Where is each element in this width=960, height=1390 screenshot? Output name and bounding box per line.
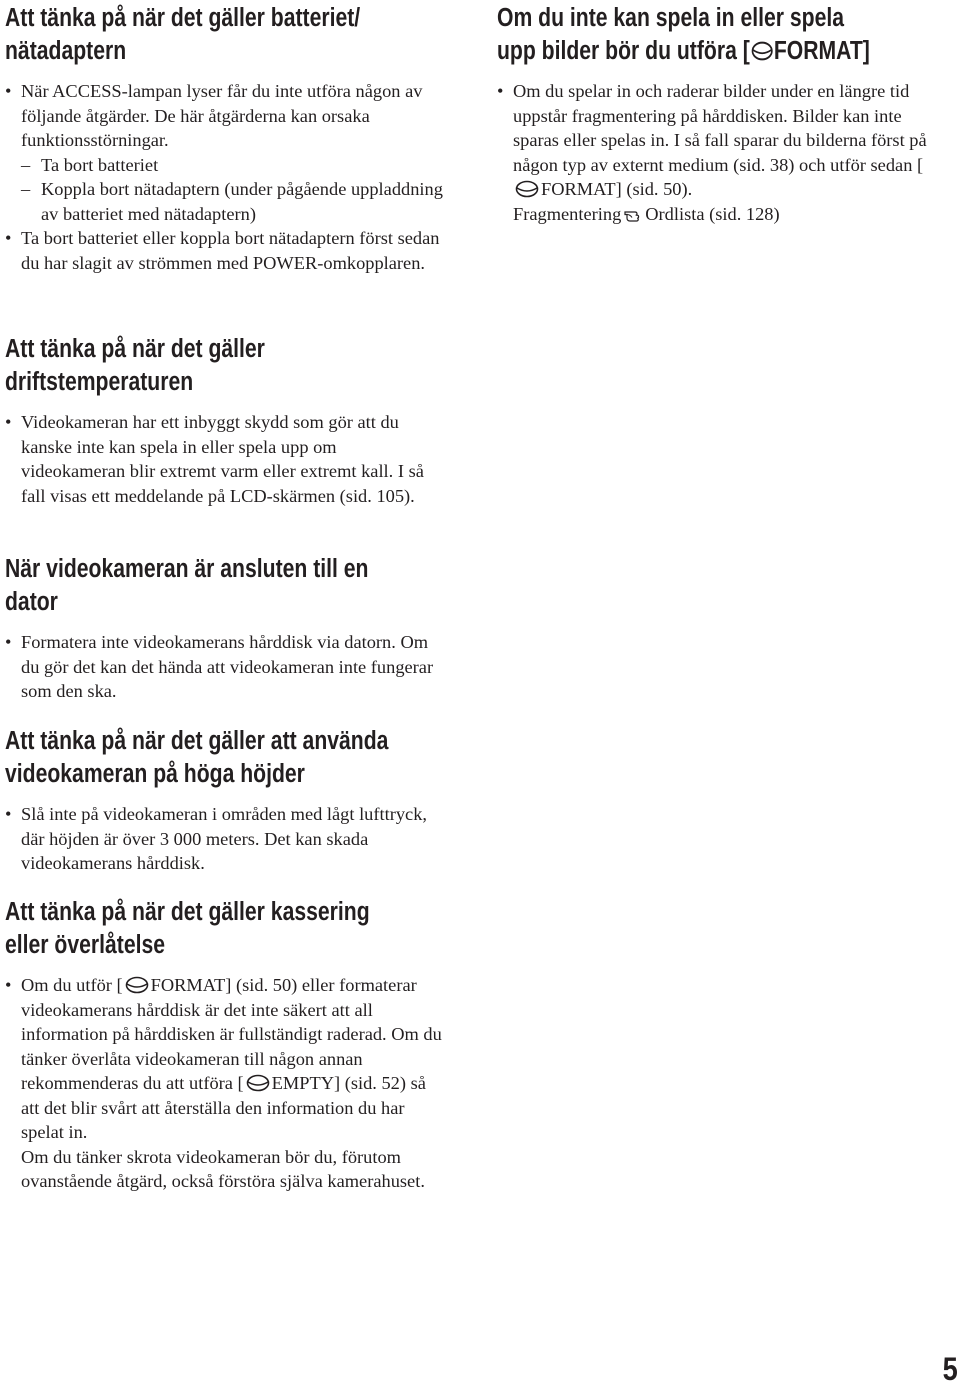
- title-line: Att tänka på när det gäller kassering: [5, 898, 370, 926]
- section-battery-body: [5, 79, 445, 275]
- text-run: Ordlista (sid. 128): [645, 203, 780, 224]
- section-computer-title: [5, 553, 445, 619]
- section-fragment-title: [497, 2, 937, 68]
- title-line: Att tänka på när det gäller att använda: [5, 727, 389, 755]
- section-temperature: [5, 333, 445, 508]
- bullet-item: [497, 79, 937, 226]
- section-fragment-body: [497, 79, 937, 226]
- section-computer: [5, 553, 445, 704]
- section-altitude-title: [5, 725, 445, 791]
- section-battery-title: [5, 2, 445, 68]
- text-run: Om du utför [: [21, 975, 123, 995]
- title-line: När videokameran är ansluten till en: [5, 555, 369, 583]
- title-line: upp bilder bör du utföra [: [497, 37, 750, 65]
- text-run: Fragmentering: [513, 203, 622, 224]
- page-number: 5: [942, 1351, 958, 1387]
- title-line: driftstemperaturen: [5, 368, 194, 396]
- section-altitude-body: [5, 802, 445, 876]
- dash-item: – Ta bort batteriet: [5, 153, 445, 178]
- paragraph: Om du tänker skrota videokameran bör du, förutom ovanstående åtgärd, också förstöra själva kamerahuset.: [21, 1146, 425, 1191]
- bullet-item: • Videokameran har ett inbyggt skydd som gör att du kanske inte kan spela in eller spela upp om videokameran blir extremt varm eller extremt kall. I så fall visas ett meddelande på LCD-skärmen (sid. 105).: [5, 410, 445, 508]
- title-line: Att tänka på när det gäller: [5, 335, 265, 363]
- section-temperature-body: [5, 410, 445, 508]
- section-disposal: [5, 896, 445, 1194]
- bullet-item: • Ta bort batteriet eller koppla bort nätadaptern först sedan du har slagit av strömmen med POWER-omkopplaren.: [5, 226, 445, 275]
- hdd-disc-icon: [515, 180, 539, 198]
- title-line: Att tänka på när det gäller batteriet/: [5, 4, 361, 32]
- section-battery: [5, 2, 445, 275]
- dash-item: – Koppla bort nätadaptern (under pågående uppladdning av batteriet med nätadaptern): [5, 177, 445, 226]
- title-line: eller överlåtelse: [5, 931, 166, 959]
- text-run: EMPTY] (sid. 52) så att det blir svårt att återställa den information du har spelat in.: [21, 1073, 426, 1142]
- section-altitude: [5, 725, 445, 876]
- hdd-disc-icon: [125, 976, 149, 994]
- bullet-item: • Formatera inte videokamerans hårddisk via datorn. Om du gör det kan det hända att videokameran inte fungerar som den ska.: [5, 630, 445, 704]
- section-temperature-title: [5, 333, 445, 399]
- pointing-hand-icon: [624, 206, 642, 223]
- title-line: dator: [5, 588, 58, 616]
- section-disposal-title: [5, 896, 445, 962]
- title-line: videokameran på höga höjder: [5, 760, 305, 788]
- title-line: Om du inte kan spela in eller spela: [497, 4, 844, 32]
- bullet-item: • När ACCESS-lampan lyser får du inte utföra någon av följande åtgärder. De här åtgärderna kan orsaka funktionsstörningar.: [5, 79, 445, 153]
- text-run: FORMAT] (sid. 50).: [541, 179, 693, 199]
- hdd-disc-icon: [246, 1074, 270, 1092]
- title-line: nätadaptern: [5, 37, 127, 65]
- bullet-item: [5, 973, 445, 1145]
- title-line: FORMAT]: [773, 37, 870, 65]
- section-fragment: [497, 2, 937, 226]
- section-computer-body: [5, 630, 445, 704]
- hdd-disc-icon: [751, 41, 773, 61]
- text-run: Om du spelar in och raderar bilder under en längre tid uppstår fragmentering på hårddisken. Bilder kan inte sparas eller spelas in. I så fall sparar du bilderna först på någon typ av externt medium (sid. 38) och utför sedan [: [513, 81, 927, 175]
- section-disposal-body: [5, 973, 445, 1194]
- bullet-item: • Slå inte på videokameran i områden med lågt lufttryck, där höjden är över 3 000 meters. Det kan skada videokamerans hårddisk.: [5, 802, 445, 876]
- text-run: FORMAT] (sid. 50) eller formaterar videokamerans hårddisk är det inte säkert att all information på hårddisken är fullständigt raderad. Om du tänker överlåta videokameran till någon annan rekommenderas du att utföra [: [21, 975, 442, 1093]
